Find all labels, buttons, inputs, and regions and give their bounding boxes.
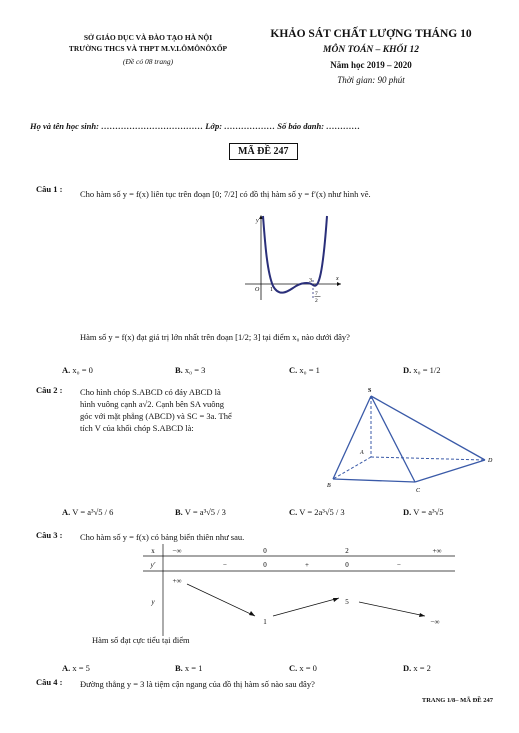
school-name: TRƯỜNG THCS VÀ THPT M.V.LÔMÔNÔXỐP [68,44,228,53]
q2-option-a: V = a³√5 / 6 [72,507,114,517]
exam-code: MÃ ĐỀ 247 [229,143,298,160]
q3-question: Hàm số đạt cực tiểu tại điểm [92,635,190,645]
table-y-1: 1 [263,618,267,626]
vertex-b: B [327,483,331,489]
subject: MÔN TOÁN – KHỐI 12 [323,45,419,55]
q1-option-c: x₀ = 1 [299,365,320,375]
table-x-neg-inf: −∞ [172,547,182,555]
q2-text [80,386,290,434]
q1-label: Câu 1 : [36,184,63,194]
department: SỞ GIÁO DỤC VÀ ĐÀO TẠO HÀ NỘI [83,33,213,42]
table-y-neg-inf: −∞ [430,618,440,626]
graph-origin: O [255,287,260,293]
graph-tick-2: 2 [315,298,318,302]
q3-option-c: x = 0 [299,663,317,673]
q3-option-a-letter: A. [62,663,71,673]
q2-option-d-letter: D. [403,507,412,517]
q2-line-3: góc với mặt phẳng (ABCD) và SC = 3a. Thể [80,411,232,421]
page-count: (Đề có 08 trang) [122,57,174,66]
q2-line-1: Cho hình chóp S.ABCD có đáy ABCD là [80,387,221,397]
q4-text: Đường thẳng y = 3 là tiệm cận ngang của đồ thị hàm số nào sau đây? [80,679,315,689]
q3-text: Cho hàm số y = f(x) có bảng biến thiên như sau. [80,532,245,542]
q3-option-d: x = 2 [413,663,431,673]
graph-tick-1: 1 [270,287,273,293]
q3-option-a: x = 5 [72,663,90,673]
q1-option-a: x₀ = 0 [72,365,93,375]
school-year: Năm học 2019 – 2020 [330,60,412,70]
page-footer: TRANG 1/8– MÃ ĐỀ 247 [421,697,493,704]
q2-line-2: hình vuông cạnh a√2. Cạnh bên SA vuông [80,399,224,409]
q2-label: Câu 2 : [36,385,63,395]
q3-option-b: x = 1 [184,663,203,673]
table-x-header: x [151,547,155,555]
q1-text: Cho hàm số y = f(x) liên tục trên đoạn [0; 7/2] có đồ thị hàm số y = f′(x) như hình vẽ. [80,189,371,199]
exam-title: KHẢO SÁT CHẤT LƯỢNG THÁNG 10 [270,28,472,40]
q2-line-4: tích V của khối chóp S.ABCD là: [80,423,194,433]
pyramid-figure [325,384,500,496]
q1-option-a-letter: A. [62,365,71,375]
vertex-c: C [416,488,421,494]
duration: Thời gian: 90 phút [337,75,405,85]
graph-tick-7: 7 [315,291,318,297]
table-dy-minus-2: − [397,561,401,569]
q1-option-d-letter: D. [403,365,412,375]
vertex-s: S [368,388,372,394]
q1-question: Hàm số y = f(x) đạt giá trị lớn nhất trên đoạn [1/2; 3] tại điểm x₀ nào dưới đây? [80,332,350,342]
q2-option-c: V = 2a³√5 / 3 [299,507,345,517]
q1-option-b-letter: B. [175,365,183,375]
q1-option-c-letter: C. [289,365,298,375]
q3-option-b-letter: B. [175,663,183,673]
q2-option-d: V = a³√5 [413,507,444,517]
q1-option-b: x₀ = 3 [184,365,206,375]
variation-table [143,544,455,636]
table-x-2: 2 [345,547,349,555]
q2-option-c-letter: C. [289,507,298,517]
table-y-pos-inf: +∞ [172,577,182,585]
vertex-a: A [360,450,364,456]
table-x-pos-inf: +∞ [432,547,442,555]
q3-label: Câu 3 : [36,530,63,540]
q3-option-c-letter: C. [289,663,298,673]
student-info-line: Họ và tên học sinh: ……………………………… Lớp: ……………… Số báo danh: ………… [30,121,361,131]
vertex-d: D [488,458,493,464]
graph-y-label: y [256,218,259,224]
table-y-header: y [151,598,155,606]
table-x-0: 0 [263,547,267,555]
table-y-5: 5 [345,598,349,606]
derivative-graph [245,212,345,302]
q3-option-d-letter: D. [403,663,412,673]
q2-option-b: V = a³√5 / 3 [184,507,226,517]
table-dy-header: y′ [150,561,156,569]
q2-option-a-letter: A. [62,507,71,517]
q4-label: Câu 4 : [36,677,63,687]
q2-option-b-letter: B. [175,507,183,517]
table-dy-zero-2: 0 [345,561,349,569]
graph-tick-3: 3 [309,278,312,284]
q1-option-d: x₀ = 1/2 [413,365,441,375]
table-dy-zero-1: 0 [263,561,267,569]
table-dy-minus-1: − [223,561,227,569]
graph-x-label: x [336,276,339,282]
table-dy-plus: + [305,561,309,569]
